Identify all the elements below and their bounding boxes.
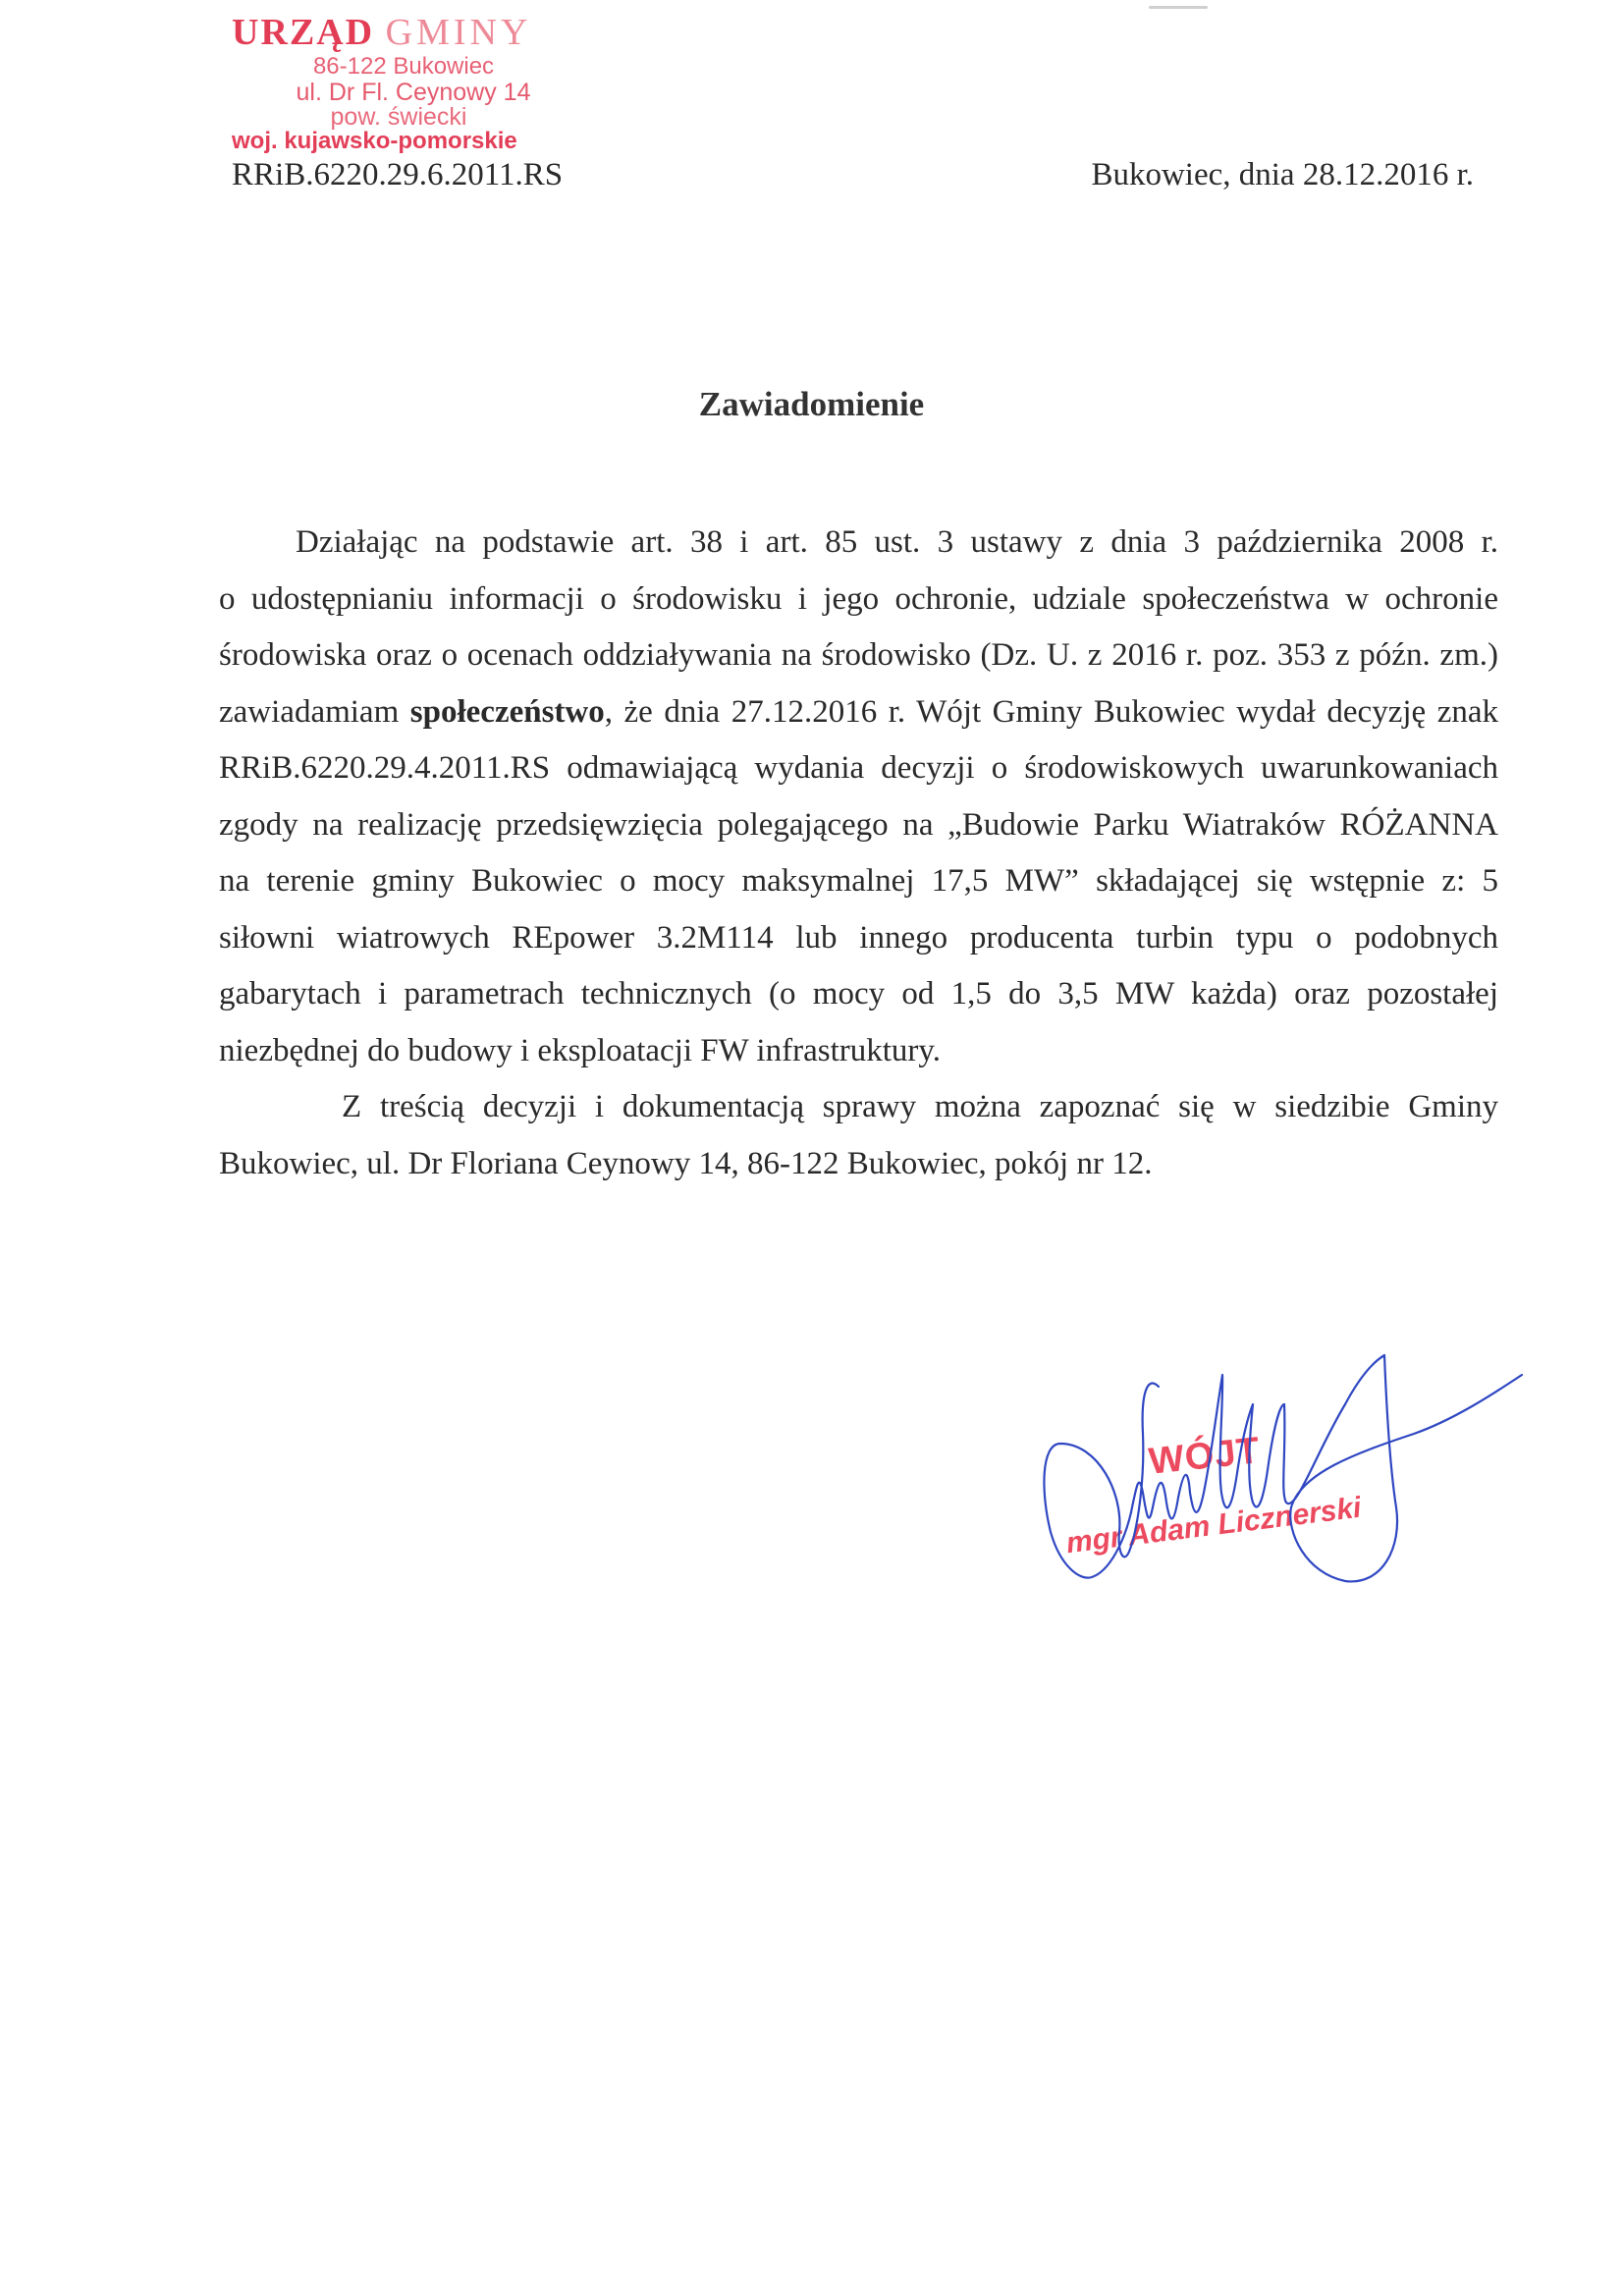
signature-stamp-title: WÓJT (1147, 1430, 1263, 1483)
stamp-line-voivodeship: woj. kujawsko-pomorskie (232, 128, 517, 154)
body-line: gabarytach i parametrach technicznych (o mocy od 1,5 do 3,5 MW każda) oraz pozostałej (219, 976, 1498, 1011)
reference-number: RRiB.6220.29.6.2011.RS (232, 157, 564, 192)
office-stamp (232, 14, 566, 153)
body-line: na terenie gminy Bukowiec o mocy maksymalnej 17,5 MW” składającej się wstępnie z: 5 (219, 863, 1498, 899)
body-line: RRiB.6220.29.4.2011.RS odmawiającą wydania decyzji o środowiskowych uwarunkowaniach (219, 750, 1498, 786)
document-title: Zawiadomienie (698, 385, 925, 423)
body-line: zawiadamiam społeczeństwo, że dnia 27.12.2016 r. Wójt Gminy Bukowiec wydał decyzję znak (219, 693, 1498, 730)
emphasis: społeczeństwo (409, 693, 605, 730)
body-line: Z treścią decyzji i dokumentacją sprawy można zapoznać się w siedzibie Gminy (342, 1089, 1498, 1124)
body-line: niezbędnej do budowy i eksploatacji FW infrastruktury. (219, 1032, 941, 1068)
document-body (219, 515, 1498, 1192)
stamp-line-county: pow. świecki (330, 103, 467, 131)
body-line: Działając na podstawie art. 38 i art. 85 ust. 3 ustawy z dnia 3 października 2008 r. (296, 524, 1498, 560)
body-line: środowiska oraz o ocenach oddziaływania na środowisko (Dz. U. z 2016 r. poz. 353 z późn. zm.) (219, 637, 1498, 673)
scan-artifact (1149, 6, 1208, 9)
body-line: Bukowiec, ul. Dr Floriana Ceynowy 14, 86-122 Bukowiec, pokój nr 12. (219, 1145, 1153, 1181)
body-line: zgody na realizację przedsięwzięcia polegającego na „Budowie Parku Wiatraków RÓŻANNA (219, 806, 1498, 843)
handwritten-signature (1021, 1345, 1532, 1601)
place-and-date: Bukowiec, dnia 28.12.2016 r. (1091, 157, 1474, 192)
stamp-line-postcode: 86-122 Bukowiec (312, 53, 495, 80)
body-line: siłowni wiatrowych REpower 3.2M114 lub innego producenta turbin typu o podobnych (219, 919, 1498, 956)
stamp-line-street: ul. Dr Fl. Ceynowy 14 (296, 79, 531, 106)
signature-stamp-name: mgr Adam Licznerski (1064, 1491, 1364, 1560)
body-line: o udostępnianiu informacji o środowisku i jego ochronie, udziale społeczeństwa w ochronie (219, 580, 1498, 617)
stamp-line-office: URZĄD GMINY (232, 12, 532, 53)
